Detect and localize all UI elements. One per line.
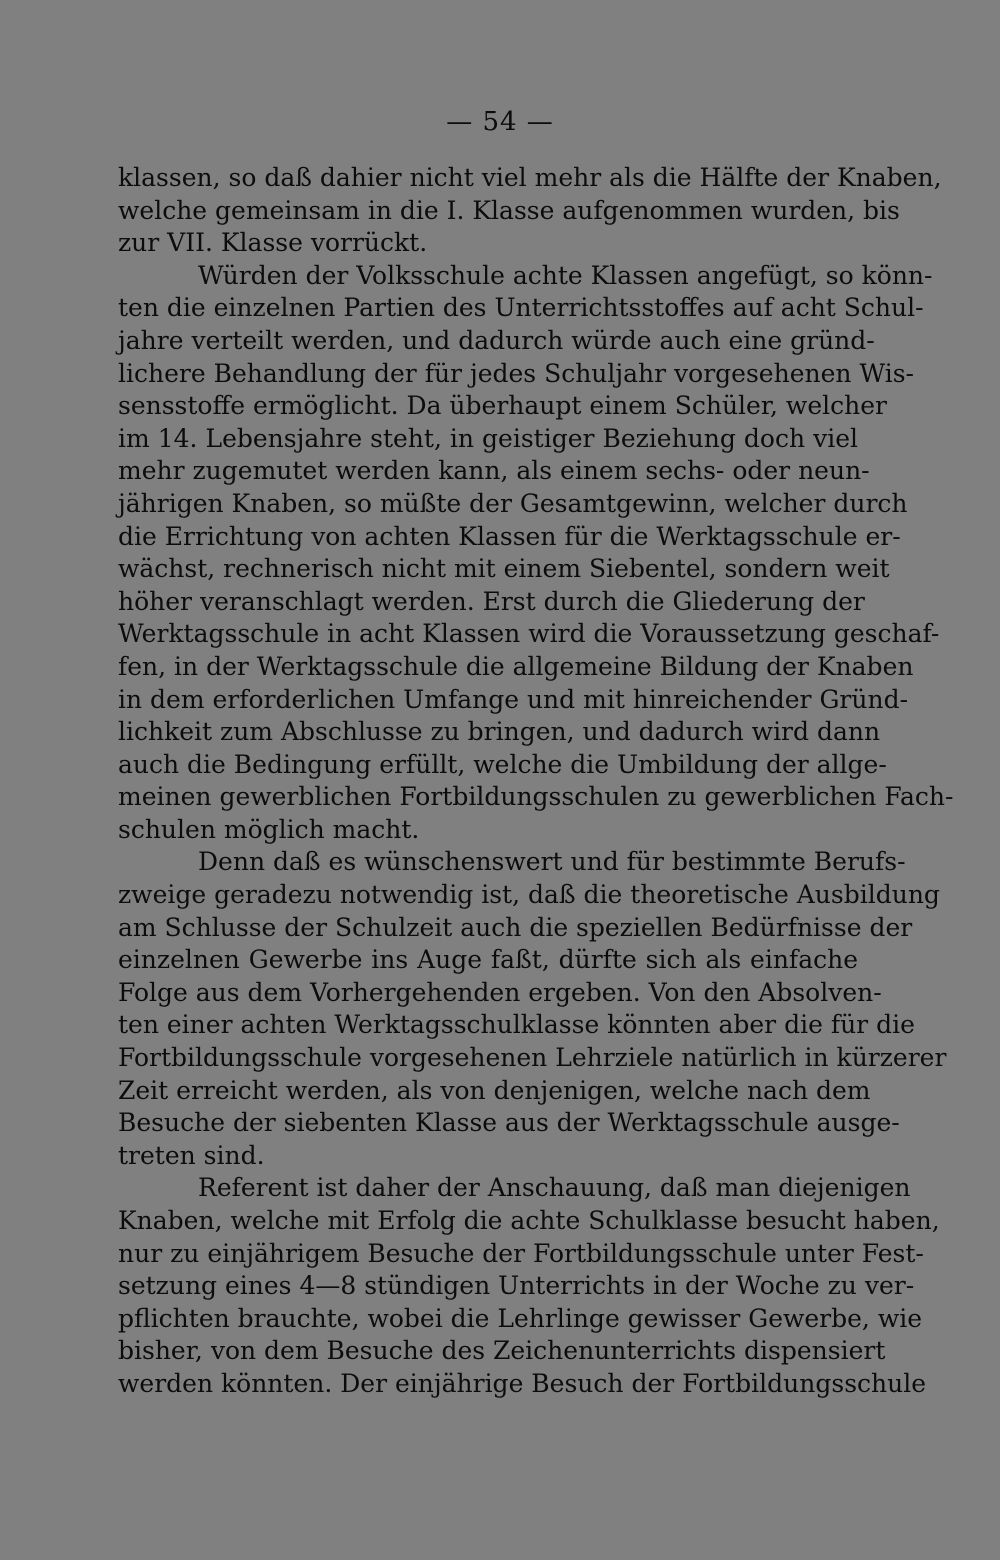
text-line: in dem erforderlichen Umfange und mit hinreichender Gründ- <box>118 684 909 714</box>
text-line: ten einer achten Werktagsschulklasse könnten aber die für die <box>118 1010 915 1040</box>
text-line: Besuche der siebenten Klasse aus der Werktagsschule ausge- <box>118 1108 900 1138</box>
paragraph <box>118 1172 940 1400</box>
text-line: Referent ist daher der Anschauung, daß man diejenigen <box>198 1173 911 1203</box>
paragraph <box>118 846 947 1172</box>
text-line: jährigen Knaben, so müßte der Gesamtgewinn, welcher durch <box>118 488 908 518</box>
text-line: meinen gewerblichen Fortbildungsschulen zu gewerblichen Fach- <box>118 782 954 812</box>
text-line: Denn daß es wünschenswert und für bestimmte Berufs- <box>198 847 906 877</box>
text-line: bisher, von dem Besuche des Zeichenunterrichts dispensiert <box>118 1336 886 1366</box>
text-line: Würden der Volksschule achte Klassen angefügt, so könn- <box>198 260 933 290</box>
text-line: mehr zugemutet werden kann, als einem sechs- oder neun- <box>118 456 870 486</box>
text-line: einzelnen Gewerbe ins Auge faßt, dürfte sich als einfache <box>118 945 858 975</box>
text-line: im 14. Lebensjahre steht, in geistiger Beziehung doch viel <box>118 423 858 453</box>
text-line: werden könnten. Der einjährige Besuch der Fortbildungsschule <box>118 1368 927 1398</box>
text-line: am Schlusse der Schulzeit auch die speziellen Bedürfnisse der <box>118 912 913 942</box>
text-line: Werktagsschule in acht Klassen wird die Voraussetzung geschaf- <box>118 619 940 649</box>
text-line: Fortbildungsschule vorgesehenen Lehrziele natürlich in kürzerer <box>118 1043 947 1073</box>
text-line: lichkeit zum Abschlusse zu bringen, und dadurch wird dann <box>118 717 881 747</box>
text-line: ten die einzelnen Partien des Unterrichtsstoffes auf acht Schul- <box>118 293 924 323</box>
text-line: auch die Bedingung erfüllt, welche die Umbildung der allge- <box>118 749 887 779</box>
text-line: setzung eines 4—8 stündigen Unterrichts in der Woche zu ver- <box>118 1271 915 1301</box>
text-line: jahre verteilt werden, und dadurch würde auch eine gründ- <box>118 325 875 355</box>
text-line: Folge aus dem Vorhergehenden ergeben. Von den Absolven- <box>118 977 882 1007</box>
text-line: Knaben, welche mit Erfolg die achte Schulklasse besucht haben, <box>118 1206 940 1235</box>
text-line: zur VII. Klasse vorrückt. <box>118 228 428 258</box>
paragraph <box>118 162 942 260</box>
paragraph <box>118 260 954 847</box>
text-line: welche gemeinsam in die I. Klasse aufgenommen wurden, bis <box>118 195 900 225</box>
body-text <box>118 162 954 1401</box>
page-number: — 54 — <box>446 107 554 137</box>
text-line: treten sind. <box>118 1140 265 1170</box>
text-line: pflichten brauchte, wobei die Lehrlinge gewisser Gewerbe, wie <box>118 1303 923 1333</box>
text-line: zweige geradezu notwendig ist, daß die theoretische Ausbildung <box>118 880 940 910</box>
text-line: schulen möglich macht. <box>118 814 420 844</box>
text-line: sensstoffe ermöglicht. Da überhaupt einem Schüler, welcher <box>118 391 887 421</box>
text-line: Zeit erreicht werden, als von denjenigen, welche nach dem <box>118 1075 871 1105</box>
text-line: lichere Behandlung der für jedes Schuljahr vorgesehenen Wis- <box>118 358 914 388</box>
text-line: die Errichtung von achten Klassen für die Werktagsschule er- <box>118 521 901 551</box>
text-line: fen, in der Werktagsschule die allgemeine Bildung der Knaben <box>118 651 914 681</box>
text-line: höher veranschlagt werden. Erst durch die Gliederung der <box>118 586 865 616</box>
text-line: wächst, rechnerisch nicht mit einem Siebentel, sondern weit <box>118 554 890 584</box>
text-line: klassen, so daß dahier nicht viel mehr als die Hälfte der Knaben, <box>118 163 942 192</box>
text-line: nur zu einjährigem Besuche der Fortbildungsschule unter Fest- <box>118 1238 924 1268</box>
